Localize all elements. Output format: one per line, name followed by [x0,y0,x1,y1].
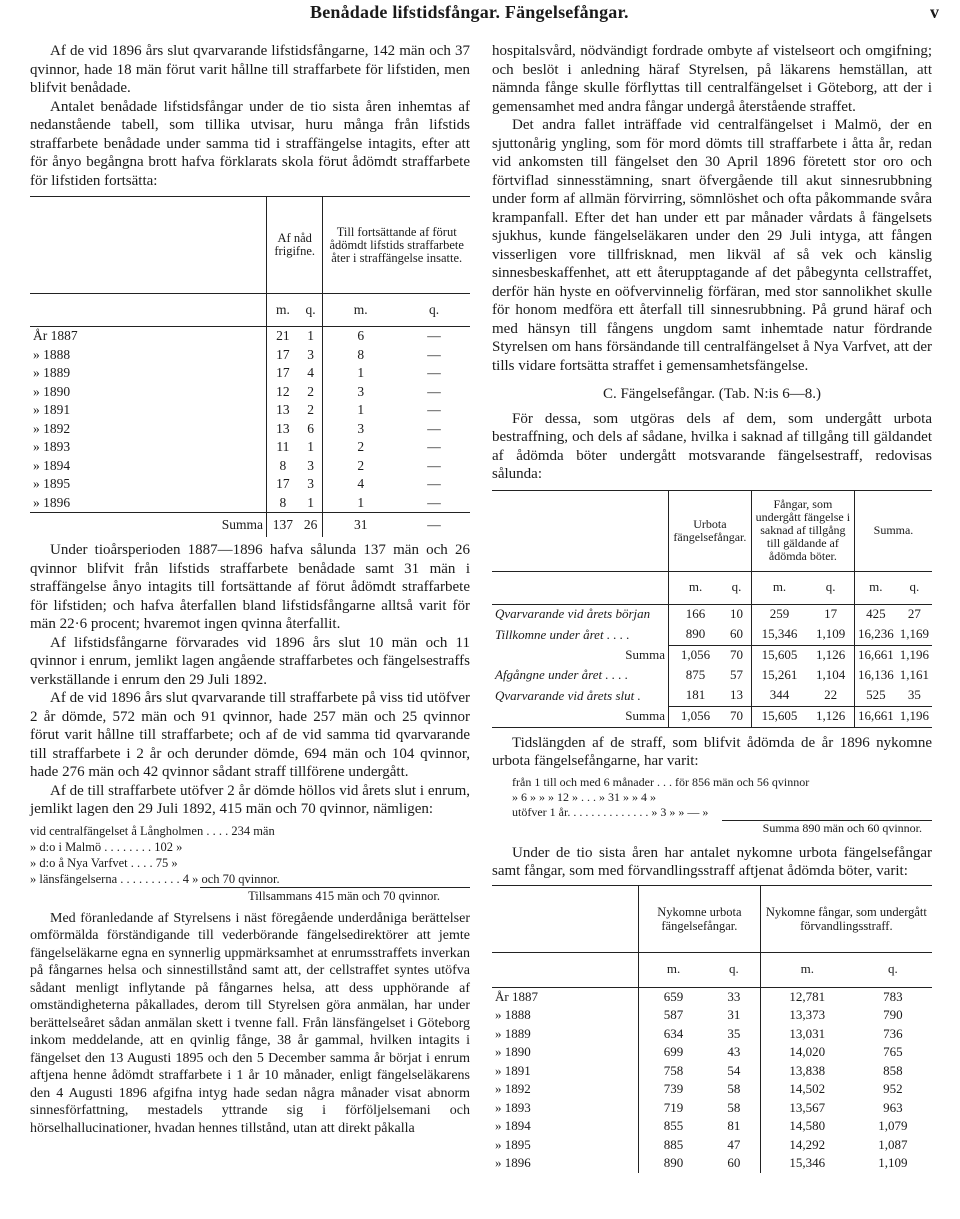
table-row: » 1888 17 3 8 — [30,346,470,365]
table-row: » 1893 719 58 13,567 963 [492,1099,932,1118]
table-row: Tillkomne under året . . . . 890 60 15,346 1,109 16,236 1,169 [492,625,932,646]
table-row: » 1892 739 58 14,502 952 [492,1080,932,1099]
table-row: » 1890 699 43 14,020 765 [492,1043,932,1062]
list-item: » länsfängelserna . . . . . . . . . . 4 » och 70 qvinnor. [30,871,280,886]
paragraph: hospitalsvård, nödvändigt fordrade ombyte af vistelseort och omgifning; och beslöt i anledning häraf Styrelsen, på läkarens hemställan, att nämnda fånge skulle förflyttas till centralfängelset i Göteborg, att der i gemensamhet med andra fångar undergå återstående straffet. [492,43,932,115]
list-total: Summa 890 män och 60 qvinnor. [722,820,932,836]
table-header: Af nåd frigifne. [267,197,323,294]
nykomne-table: Nykomne urbota fängelsefångar. Nykomne fångar, som undergått förvandlingsstraff. m. q. m. q. År 1887 659 33 12,781 783 » 1888 587 31 13,373 790 » 1889 634 35 13,031 736 » 1890 699 43 14,020 765 » 1891 758 54 13,838 858 » 1892 739 58 14,502 952 » 1893 719 58 13,567 963 » 1894 855 81 14,580 1,079 » 1895 885 47 14,292 1,087 » 1896 890 60 15,346 1,109 [492,885,932,1173]
list-item: » d:o i Malmö . . . . . . . . 102 » [30,839,183,854]
table-row: Qvarvarande vid årets början 166 10 259 17 425 27 [492,604,932,625]
table-row: » 1896 8 1 1 — [30,494,470,513]
unit-label: q. [398,294,470,327]
table-row: » 1895 17 3 4 — [30,475,470,494]
paragraph: Under tioårsperioden 1887—1896 hafva sålunda 137 män och 26 qvinnor blifvit från lifstids straffarbete benådade samt 31 män i straffängelse ånyo intagits till fortsättande af förut ådömdt straffarbete för lifstiden; och hafva återfallen bland lifstidsfångarne alltså varit för män 22·6 procent; hvaremot ingen qvinna återfallit. [30,542,470,632]
table-sum-row: Summa 137 26 31 — [30,513,470,538]
enrum-list [30,823,470,904]
table-header: Till fortsättande af förut ådömdt lifstids straffarbete åter i straffängelse insatte. [323,197,470,294]
table-row: » 1889 17 4 1 — [30,364,470,383]
list-item: vid centralfängelset å Långholmen . . . . 234 män [30,823,275,838]
table-row: År 1887 21 1 6 — [30,327,470,346]
running-title: Benådade lifstidsfångar. Fängelsefångar. [310,2,629,22]
left-column [30,42,470,1137]
paragraph: Af de vid 1896 års slut qvarvarande lifstidsfångarne, 142 män och 37 qvinnor, hade 18 män förut varit hållne till straffarbete för lifstiden, men blifvit benådade. [30,43,470,96]
table-row: » 1891 758 54 13,838 858 [492,1062,932,1081]
table-header: Nykomne urbota fängelsefångar. [639,885,761,952]
list-item: » d:o å Nya Varfvet . . . . 75 » [30,855,178,870]
paragraph: Tidslängden af de straff, som blifvit ådömda de år 1896 nykomne urbota fängelsefångarne, har varit: [492,734,932,769]
unit-label: q. [299,294,323,327]
unit-label: m. [267,294,299,327]
section-heading: C. Fängelsefångar. (Tab. N:is 6—8.) [602,386,822,402]
table-row: » 1888 587 31 13,373 790 [492,1006,932,1025]
unit-label: m. [323,294,398,327]
right-column [492,42,932,1173]
table-row: » 1890 12 2 3 — [30,383,470,402]
table-header: Summa. [854,490,932,571]
table-header: Nykomne fångar, som undergått förvandlingsstraff. [760,885,932,952]
table-row: » 1894 855 81 14,580 1,079 [492,1117,932,1136]
table-header: Urbota fängelsefångar. [669,490,752,571]
table-sum-row: Summa 1,056 70 15,605 1,126 16,661 1,196 [492,645,932,666]
table-row: Qvarvarande vid årets slut . 181 13 344 22 525 35 [492,686,932,707]
tidslangd-list [512,775,932,836]
list-item: utöfver 1 år. . . . . . . . . . . . . . » 3 » » — » [512,804,709,819]
paragraph: Det andra fallet inträffade vid centralfängelset i Malmö, der en sjuttonårig yngling, som för mord dömts till straffarbete i åtta år, redan vid ankomsten till fängelset den 30 April 1896 företett stor oro och förtviflad sinnesstämning, snart öfvergående till akut sinnesrubbning under form af allmän förvirring, sömnlöshet och ofta påkommande svåra krampanfall. Efter det han under ett par månader vårdats å fängelsets sjukhus, kunde fängelseläkaren under den 29 Juli intyga, att fången visserligen vore tillfrisknad, men likväl af så vek och känslig sinnesbeskaffenhet, att ett återupptagande af det påbegynta cellstraffet, derför hän hyste en oöfvervinnelig förfäran, med stor sannolikhet skulle för honom medföra ett återfall till sinnesrubbning. På grund häraf och med hänsyn till fångens ungdom samt inhemtade natur fördrande Styrelsen om hans försändande till centralfängelset å Nya Varfvet, att der tills vidare fortsätta straffet i gemensamhetsfängelse. [492,117,932,374]
table-row: Afgångne under året . . . . 875 57 15,261 1,104 16,136 1,161 [492,666,932,686]
table-row: » 1894 8 3 2 — [30,457,470,476]
page-number: v [930,2,939,22]
paragraph: Af lifstidsfångarne förvarades vid 1896 års slut 10 män och 11 qvinnor i enrum, jemlikt lagen angående straffarbetes och fängelsestraffs verkställande i enrum den 29 Juli 1892. [30,634,470,688]
table-row: År 1887 659 33 12,781 783 [492,987,932,1006]
list-item: » 6 » » » 12 » . . . » 31 » » 4 » [512,789,656,804]
table-row: » 1889 634 35 13,031 736 [492,1025,932,1044]
table-row: » 1893 11 1 2 — [30,438,470,457]
paragraph: Af de vid 1896 års slut qvarvarande till straffarbete på viss tid utöfver 2 år dömde, 572 män och 91 qvinnor, hade 257 män och 25 qvinnor förut varit hållne till straffarbete; och af de vid samma tid qvarvarande till straffarbete i 2 år och derunder dömde, 694 män och 104 qvinnor, hade 276 män och 42 qvinnor sådant straff tillförene undergått. [30,690,470,780]
list-total: Tillsammans 415 män och 70 qvinnor. [200,887,470,904]
table-row: » 1891 13 2 1 — [30,401,470,420]
list-item: från 1 till och med 6 månader . . . för 856 män och 56 qvinnor [512,774,810,789]
table-header: Fångar, som undergått fängelse i saknad af tillgång till gäldande af ådömda böter. [751,490,854,571]
paragraph: Af de till straffarbete utöfver 2 år dömde höllos vid årets slut i enrum, jemlikt lagen den 29 Juli 1892, 415 män och 70 qvinnor, nämligen: [30,782,470,817]
table-row: » 1896 890 60 15,346 1,109 [492,1154,932,1173]
paragraph: För dessa, som utgöras dels af dem, som undergått urbota bestraffning, och dels af sådane, hvilka i saknad af tillgång till gäldandet af ådömda böter undergått motsvarande fängelsestraff, redovisas sålunda: [492,410,932,482]
benadade-table [30,196,470,537]
paragraph: Antalet benådade lifstidsfångar under de tio sista åren inhemtas af nedanstående tabell, som tillika utvisar, huru många från lifstids straffarbete benådade under samma tid i straffängelse intagits, efter att för ånyo begångna brott hafva förklarats skola förut ådömdt straffarbete för lifstiden fortsätta: [30,98,470,189]
table-sum-row: Summa 1,056 70 15,605 1,126 16,661 1,196 [492,706,932,727]
table-row: » 1892 13 6 3 — [30,420,470,439]
page-header [0,2,960,28]
fangelsefangar-table: Urbota fängelsefångar. Fångar, som undergått fängelse i saknad af tillgång till gäldande af ådömda böter. Summa. m. q. m. q. m. q. Qvarvarande vid årets början 166 10 259 17 425 27 Tillkomne under året . . . . 890 60 15,346 1,109 16,236 1,169 Summa 1,056 70 15,605 1,126 16,661 1,196 Afgångne under året . . . . 875 57 15,261 1,104 16,136 1,161 Qvarvarande vid årets slut . 181 13 344 22 525 35 Summa 1,056 70 15,605 1,126 16,661 1,196 [492,490,932,728]
paragraph: Med föranledande af Styrelsens i näst föregående underdåniga berättelser omförmälda förständigande till vederbörande fängelsedirektörer att jemte fängelseläkarne egna en synnerlig uppmärksamhet at enrumsstraffets inverkan på fångarnes helsa och sinnestillstånd samt att, der cellstraffet syntes utöfva sådant menligt inflytande på fångarnes helsa, att dess upphörande af omständigheterna påkallades, derom till Styrelsen göra anmälan, har under berättelseåret sådan anmälan skett i tvenne fall. Från länsfängelset i Göteborg inkom meddelande, att en qvinlig fånge, 38 år gammal, hvilken intagits i fängelset den 13 Augusti 1895 och den 5 December samma år börjat i enrum aftjena henne ådömdt straffarbete i 1 år 10 månader, enligt fängelseläkarens den 4 Augusti 1896 afgifna intyg hade sedan några månader visat abnorm sinnesförfattning, mestadels yttrande sig i förföljelsemani och hörselhallucinationer, hvadan hennes tillstånd, utan att direkt påkalla [30,910,470,1136]
paragraph: Under de tio sista åren har antalet nykomne urbota fängelsefångar samt fångar, som med förvandlingsstraff aftjenat ådömda böter, varit: [492,844,932,879]
table-row: » 1895 885 47 14,292 1,087 [492,1136,932,1155]
